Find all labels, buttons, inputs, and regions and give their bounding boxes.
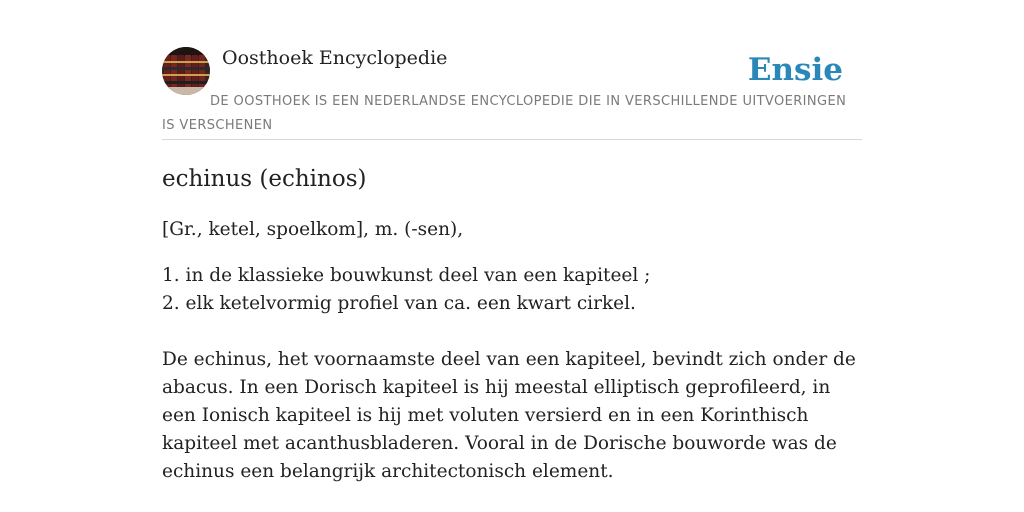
entry-etymology: [Gr., ketel, spoelkom], m. (-sen), — [162, 219, 464, 240]
entry-paragraph: De echinus, het voornaamste deel van een kapiteel, bevindt zich onder de abacus. In een Dorisch kapiteel is hij meestal elliptisch geprofileerd, in een Ionisch kapiteel is hij met voluten versierd en in een Korinthisch kapiteel met acanthusbladeren. Vooral in de Dorische bouworde was de echinus een belangrijk architectonisch element. — [162, 349, 856, 482]
definition-item: 1. in de klassieke bouwkunst deel van een kapiteel ; — [162, 265, 651, 286]
entry-definitions — [162, 262, 867, 318]
source-avatar[interactable] — [162, 47, 210, 95]
header-divider — [162, 139, 862, 140]
entry-title: echinus (echinos) — [162, 166, 367, 192]
entry-body — [162, 216, 867, 486]
source-title[interactable]: Oosthoek Encyclopedie — [222, 47, 448, 69]
definition-item: 2. elk ketelvormig profiel van ca. een kwart cirkel. — [162, 293, 636, 314]
encyclopedia-books-icon — [162, 47, 210, 95]
ensie-logo[interactable]: Ensie — [747, 52, 843, 88]
source-description: DE OOSTHOEK IS EEN NEDERLANDSE ENCYCLOPEDIE DIE IN VERSCHILLENDE UITVOERINGEN IS VERSCHENEN — [162, 94, 847, 133]
